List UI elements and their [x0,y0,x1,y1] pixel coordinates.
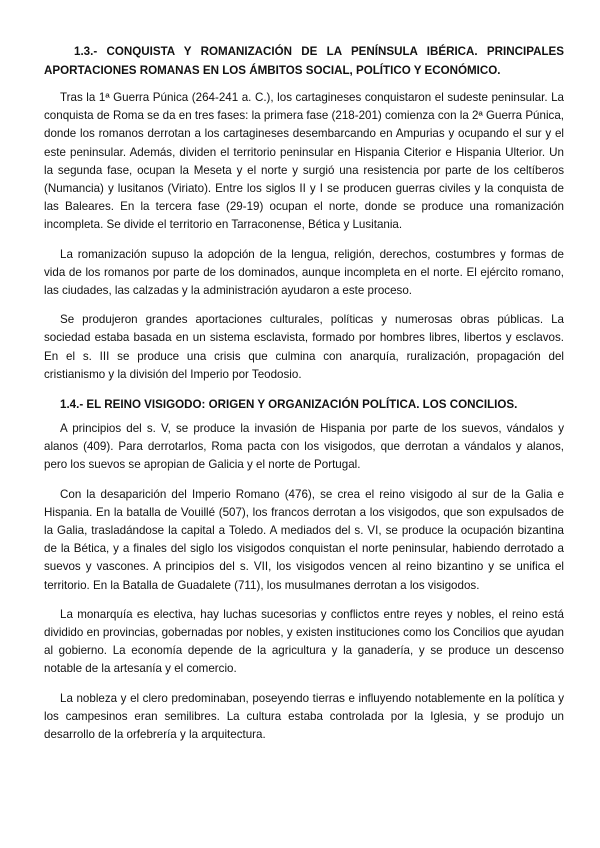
paragraph-invasion: A principios del s. V, se produce la invasión de Hispania por parte de los suevos, vándalos y alanos (409). Para derrotarlos, Roma pacta con los visigodos, que derrotan a vándalos y alanos, pero los suevos se apropian de Galicia y el norte de Portugal. [44,422,564,472]
section-heading-romanizacion: 1.3.- CONQUISTA Y ROMANIZACIÓN DE LA PENÍNSULA IBÉRICA. PRINCIPALES APORTACIONES ROMANAS EN LOS ÁMBITOS SOCIAL, POLÍTICO Y ECONÓMICO. [44,45,564,77]
paragraph-aportaciones: Se produjeron grandes aportaciones culturales, políticas y numerosas obras públicas. La sociedad estaba basada en un sistema esclavista, formado por hombres libres, libertos y esclavos. En el s. III se produce una crisis que culmina con anarquía, ruralización, propagación del cristianismo y la división del Imperio por Teodosio. [44,313,564,381]
paragraph-reino-visigodo: Con la desaparición del Imperio Romano (476), se crea el reino visigodo al sur de la Galia e Hispania. En la batalla de Vouillé (507), los francos derrotan a los visigodos, que son expulsados de la Galia, trasladándose la capital a Toledo. A mediados del s. VI, se produce la ocupación bizantina de la Bética, y a finales del siglo los visigodos conquistan el norte peninsular, habiendo derrotado a suevos y vascones. A principios del s. VII, los visigodos vencen al reino bizantino y se unifica el territorio. En la Batalla de Guadalete (711), los musulmanes derrotan a los visigodos. [44,487,564,592]
paragraph-monarquia: La monarquía es electiva, hay luchas sucesorias y conflictos entre reyes y nobles, el reino está dividido en provincias, gobernadas por nobles, y existen instituciones como los Concilios que ayudan al gobierno. La economía depende de la agricultura y la ganadería, y se produce un descenso notable de la artesanía y el comercio. [44,607,564,676]
section-heading-reino-visigodo: 1.4.- EL REINO VISIGODO: ORIGEN Y ORGANIZACIÓN POLÍTICA. LOS CONCILIOS. [60,398,518,412]
paragraph-conquista: Tras la 1ª Guerra Púnica (264-241 a. C.), los cartagineses conquistaron el sudeste peninsular. La conquista de Roma se da en tres fases: la primera fase (218-201) comienza con la 2ª Guerra Púnica, donde los romanos derrotan a los cartagineses desembarcando en Ampurias y ocupando el sur y el este peninsular. Además, dividen el territorio peninsular en Hispania Citerior e Hispania Ulterior. Un la segunda fase, ocupan la Meseta y el norte y surgió una resistencia por parte de los celtíberos (Numancia) y lusitanos (Viriato). Entre los siglos II y I se producen guerras civiles y la conquista de las Baleares. En la tercera fase (29-19) ocupan el norte, donde se produce una romanización incompleta. Se divide el territorio en Tarraconense, Bética y Lusitania. [44,91,564,232]
paragraph-sociedad: La nobleza y el clero predominaban, poseyendo tierras e influyendo notablemente en la política y los campesinos eran semilibres. La cultura estaba controlada por la Iglesia, y se produjo un desarrollo de la orfebrería y la arquitectura. [44,691,564,742]
paragraph-romanizacion: La romanización supuso la adopción de la lengua, religión, derechos, costumbres y formas de vida de los romanos por parte de los dominados, aunque incompleta en el norte. El ejército romano, las ciudades, las calzadas y la administración ayudaron a este proceso. [44,247,564,298]
document-page [44,42,564,755]
